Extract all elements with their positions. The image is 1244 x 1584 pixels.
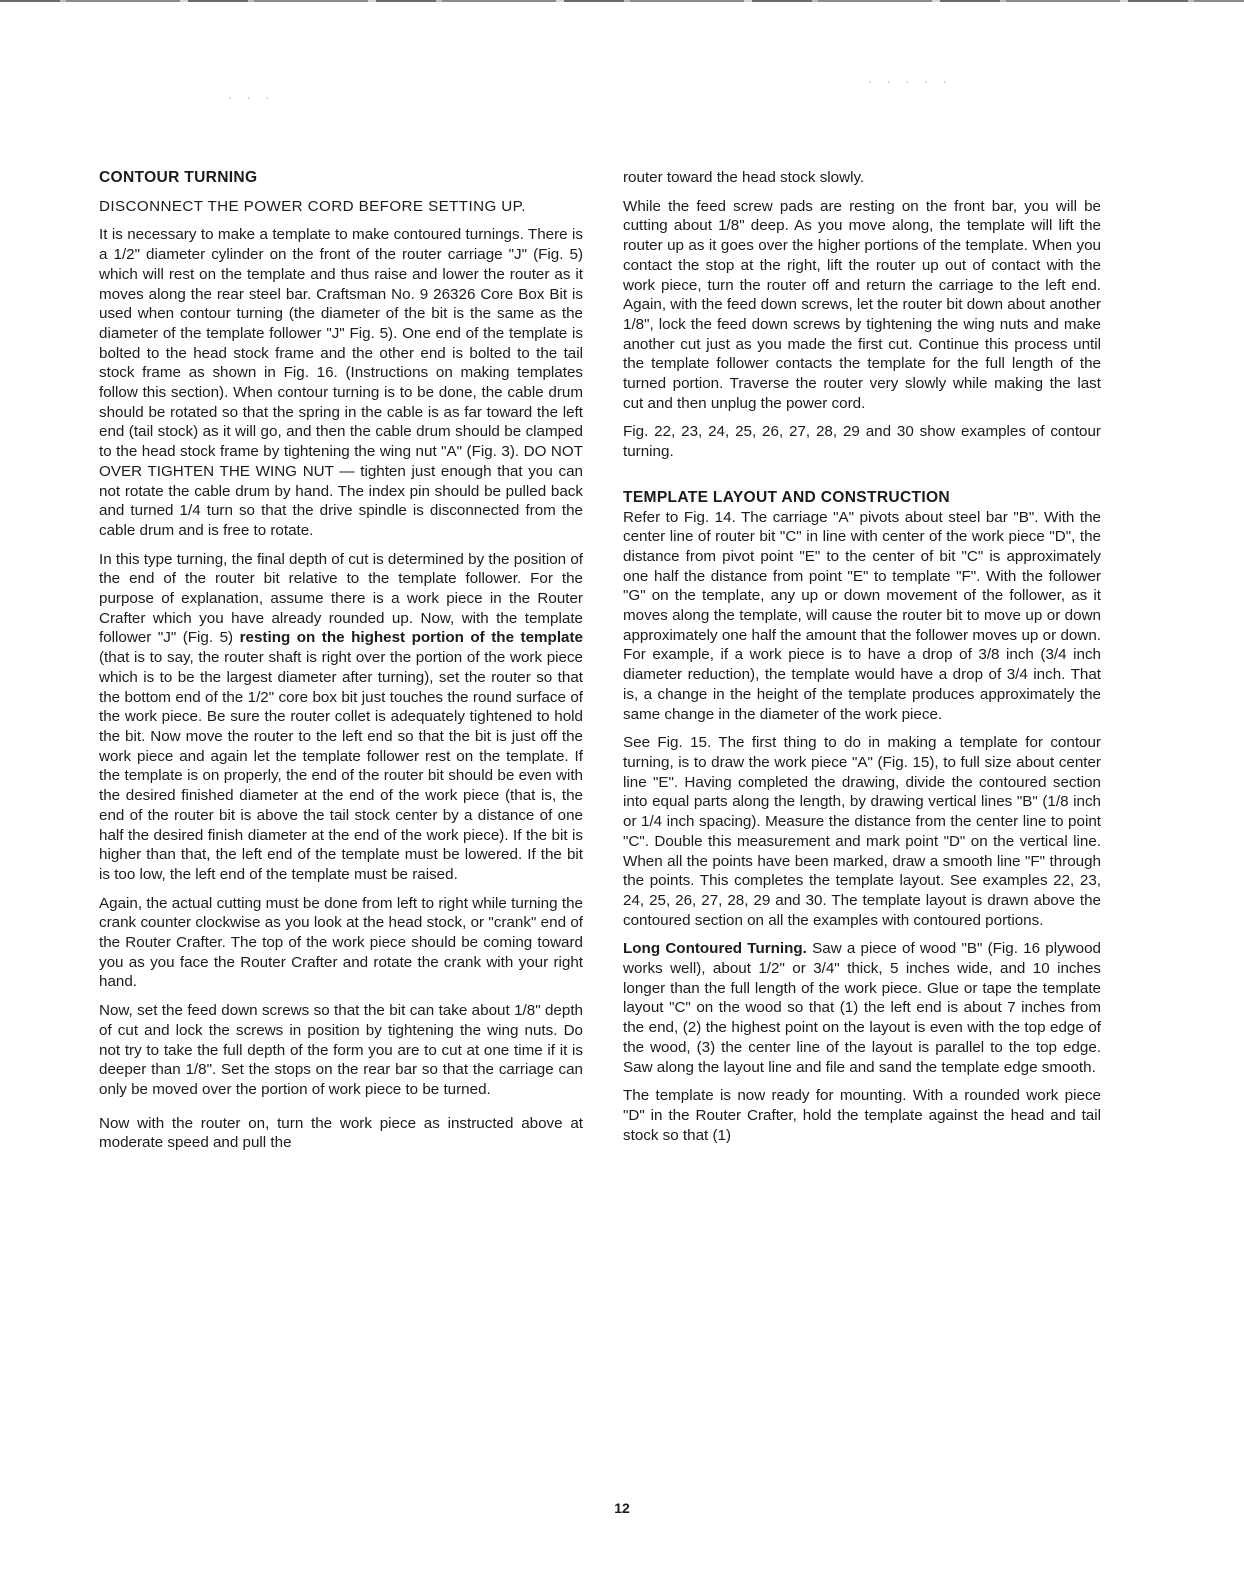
paragraph-text: Saw a piece of wood "B" (Fig. 16 plywood works well), about 1/2" or 3/4" thick, 5 inches wide, and 10 inches longer than the full length of the work piece. Glue or tape the template layout "C" on the wood so that (1) the left end is about 7 inches from the end, (2) the highest point on the layout is even with the top edge of the wood, (3) the center line of the layout is parallel to the top edge. Saw along the layout line and file and sand the template edge smooth. xyxy=(623,940,1101,1076)
scan-edge-rule xyxy=(0,0,1244,2)
paragraph: Again, the actual cutting must be done from left to right while turning the crank counter clockwise as you look at the head stock, or "crank" end of the Router Crafter. The top of the work piece should be coming toward you as you face the Router Crafter and rotate the crank with your right hand. xyxy=(99,894,583,991)
scan-noise: · · · xyxy=(228,92,276,104)
paragraph: router toward the head stock slowly. xyxy=(623,169,865,186)
paragraph: While the feed screw pads are resting on the front bar, you will be cutting about 1/8" deep. As you move along, the template will lift the router up as it goes over the higher portions of the template. When you contact the stop at the right, lift the router up out of contact with the work piece, turn the router off and return the carriage to the left end. Again, with the feed down screws, let the router bit down about another 1/8", lock the feed down screws by tightening the wing nuts and make another cut just as you made the first cut. Continue this process until the template follower contacts the template for the full length of the turned portion. Traverse the router very slowly while making the last cut and then unplug the power cord. xyxy=(623,197,1101,412)
page-number: 12 xyxy=(614,1500,630,1516)
section-heading-template-layout: TEMPLATE LAYOUT AND CONSTRUCTION xyxy=(623,488,950,506)
paragraph: Refer to Fig. 14. The carriage "A" pivots about steel bar "B". With the center line of router bit "C" in line with center of the work piece "D", the distance from pivot point "E" to the center of bit "C" is approximately one half the distance from point "E" to template "F". With the follower "G" on the template, any up or down movement of the follower, as it moves along the template, will cause the router bit to move up or down approximately one half the amount that the follower moves up or down. For example, if a work piece is to have a drop of 3/8 inch (3/4 inch diameter reduction), the template would have a drop of 3/4 inch. That is, a change in the height of the template produces approximately the same change in the diameter of the work piece. xyxy=(623,508,1101,723)
right-column xyxy=(623,168,1101,1145)
section-heading-contour-turning: CONTOUR TURNING xyxy=(99,169,258,186)
paragraph: Now, set the feed down screws so that the bit can take about 1/8" depth of cut and lock the screws in position by tightening the wing nuts. Do not try to take the full depth of the form you are to cut at one time if it is deeper than 1/8". Set the stops on the rear bar so that the carriage can only be moved over the portion of work piece to be turned. xyxy=(99,1002,583,1098)
paragraph xyxy=(623,939,1101,1077)
paragraph-text: (that is to say, the router shaft is right over the portion of the work piece which is to be the largest diameter after turning), set the router so that the bottom end of the 1/2" core box bit just touches the round surface of the work piece. Be sure the router collet is adequately tightened to hold the bit. Now move the router to the left end so that the bit is just off the work piece and again let the template follower rest on the template. If the template is on properly, the end of the router bit should be even with the desired finished diameter at the end of the work piece (that is, the end of the router bit is above the tail stock center by a distance of one half the desired finish diameter at the end of the work piece). If the bit is higher than that, the left end of the template must be lowered. If the bit is too low, the left end of the template must be raised. xyxy=(99,649,583,883)
scan-noise: · · · · · xyxy=(868,76,953,88)
paragraph: It is necessary to make a template to make contoured turnings. There is a 1/2" diameter cylinder on the front of the router carriage "J" (Fig. 5) which will rest on the template and thus raise and lower the router as it moves along the rear steel bar. Craftsman No. 9 26326 Core Box Bit is used when contour turning (the diameter of the bit is the same as the diameter of the template follower "J" Fig. 5). One end of the template is bolted to the head stock frame and the other end is bolted to the tail stock frame as shown in Fig. 16. (Instructions on making templates follow this section). When contour turning is to be done, the cable drum should be rotated so that the spring in the cable is as far toward the left end (tail stock) as it will go, and then the cable drum should be clamped to the head stock frame by tightening the wing nut "A" (Fig. 3). DO NOT OVER TIGHTEN THE WING NUT — tighten just enough that you can not rotate the cable drum by hand. The index pin should be pulled back and turned 1/4 turn so that the drive spindle is disconnected from the cable drum and is free to rotate. xyxy=(99,226,583,539)
safety-warning: DISCONNECT THE POWER CORD BEFORE SETTING UP. xyxy=(99,197,526,215)
paragraph: Fig. 22, 23, 24, 25, 26, 27, 28, 29 and 30 show examples of contour turning. xyxy=(623,423,1101,461)
paragraph xyxy=(99,550,583,885)
paragraph-emphasis: Long Contoured Turning. xyxy=(623,940,807,958)
paragraph: The template is now ready for mounting. With a rounded work piece "D" in the Router Crafter, hold the template against the head and tail stock so that (1) xyxy=(623,1087,1101,1144)
paragraph-emphasis: resting on the highest portion of the template xyxy=(239,629,583,647)
left-column xyxy=(99,168,583,1153)
paragraph: See Fig. 15. The first thing to do in making a template for contour turning, is to draw the work piece "A" (Fig. 15), to full size about center line "E". Having completed the drawing, divide the contoured section into equal parts along the length, by drawing vertical lines "B" (1/8 inch or 1/4 inch spacing). Measure the distance from the center line to point "C". Double this measurement and mark point "D" on the vertical line. When all the points have been marked, draw a smooth line "F" through the points. This completes the template layout. See examples 22, 23, 24, 25, 26, 27, 28, 29 and 30. The template layout is drawn above the contoured section on all the examples with contoured portions. xyxy=(623,734,1101,929)
paragraph: Now with the router on, turn the work piece as instructed above at moderate speed and pull the xyxy=(99,1114,583,1152)
paragraph-text: In this type turning, the final depth of cut is determined by the position of the end of the router bit relative to the template follower. For the purpose of explanation, assume there is a work piece in the Router Crafter which you have already rounded up. Now, with the template follower "J" (Fig. 5) xyxy=(99,550,583,647)
